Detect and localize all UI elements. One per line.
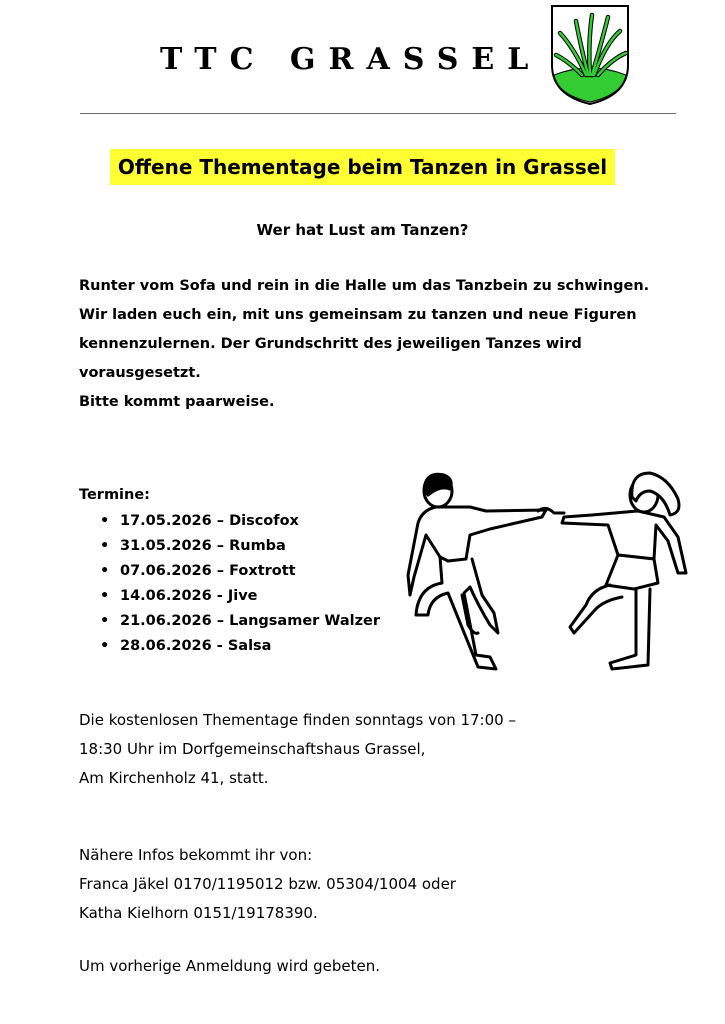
header-divider xyxy=(80,113,676,114)
club-title: TTC GRASSEL xyxy=(160,42,542,77)
list-item: • 17.05.2026 – Discofox xyxy=(100,509,380,534)
intro-line: Runter vom Sofa und rein in die Halle um das Tanzbein zu schwingen. xyxy=(79,278,650,294)
info-line: Die kostenlosen Thementage finden sonntags von 17:00 – xyxy=(79,711,516,729)
list-item: • 14.06.2026 - Jive xyxy=(100,584,380,609)
event-info xyxy=(79,706,679,793)
list-item: • 21.06.2026 – Langsamer Walzer xyxy=(100,609,380,634)
headline: Offene Thementage beim Tanzen in Grassel xyxy=(110,149,615,185)
intro-line: Wir laden euch ein, mit uns gemeinsam zu tanzen und neue Figuren kennenzulernen. Der Grundschritt des jeweiligen Tanzes wird vorausgesetzt. xyxy=(79,307,637,381)
contact-info xyxy=(79,841,679,928)
list-item: • 31.05.2026 – Rumba xyxy=(100,534,380,559)
subheadline: Wer hat Lust am Tanzen? xyxy=(256,221,469,239)
contact-line: Katha Kielhorn 0151/19178390. xyxy=(79,904,318,922)
registration-note: Um vorherige Anmeldung wird gebeten. xyxy=(79,957,381,975)
contact-line: Nähere Infos bekommt ihr von: xyxy=(79,846,313,864)
contact-line: Franca Jäkel 0170/1195012 bzw. 05304/1004 oder xyxy=(79,875,456,893)
list-item: • 07.06.2026 – Foxtrott xyxy=(100,559,380,584)
info-line: 18:30 Uhr im Dorfgemeinschaftshaus Grassel, xyxy=(79,740,426,758)
dancing-couple-icon xyxy=(378,465,708,690)
crest-grass-icon xyxy=(548,3,632,106)
intro-text xyxy=(79,272,659,417)
dates-label: Termine: xyxy=(79,487,150,503)
intro-line: Bitte kommt paarweise. xyxy=(79,394,275,410)
dates-list xyxy=(100,509,380,659)
list-item: • 28.06.2026 - Salsa xyxy=(100,634,380,659)
info-line: Am Kirchenholz 41, statt. xyxy=(79,769,269,787)
